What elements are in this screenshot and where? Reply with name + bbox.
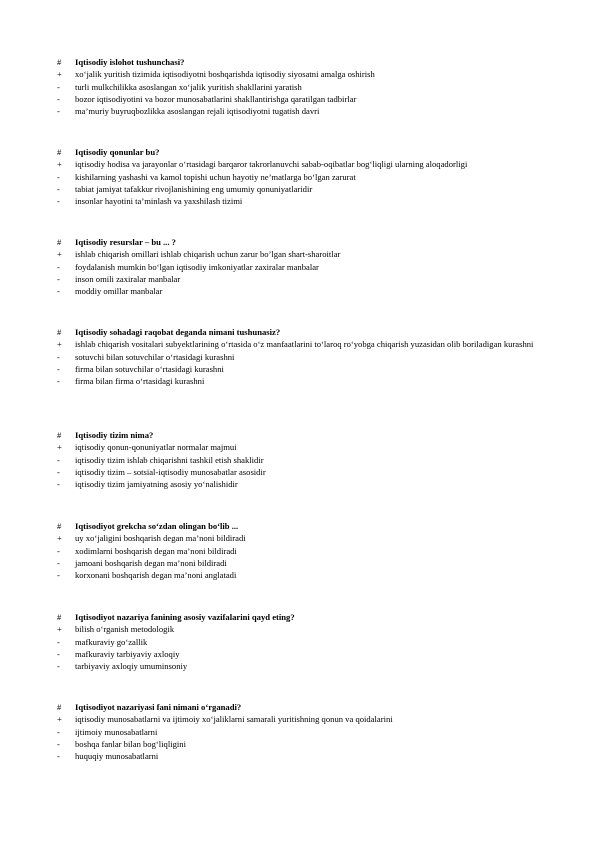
answer-text: tabiat jamiyat tafakkur rivojlanishining eng umumiy qonuniyatlaridir bbox=[75, 183, 313, 194]
answer-text: moddiy omillar manbalar bbox=[75, 286, 163, 297]
answer-marker: - bbox=[57, 570, 60, 581]
answer-text: mafkuraviy go‘zallik bbox=[75, 636, 148, 647]
answer-marker: - bbox=[57, 106, 60, 117]
answer-text: sotuvchi bilan sotuvchilar o‘rtasidagi kurashni bbox=[75, 351, 235, 362]
question-block bbox=[0, 56, 596, 117]
answer-text: iqtisodiy tizim jamiyatning asosiy yo‘nalishidir bbox=[75, 479, 238, 490]
answer-marker: + bbox=[57, 533, 62, 544]
question-marker: # bbox=[57, 430, 62, 440]
question-block bbox=[0, 701, 596, 762]
answer-text: bozor iqtisodiyotini va bozor munosabatlarini shakllantirishga qaratilgan tadbirlar bbox=[75, 93, 357, 104]
question-block bbox=[0, 520, 596, 581]
answer-text: foydalanish mumkin bo‘lgan iqtisodiy imkoniyatlar zaxiralar manbalar bbox=[75, 261, 319, 272]
question-title: Iqtisodiyot grekcha so‘zdan olingan bo‘lib ... bbox=[75, 521, 239, 531]
answer-text: firma bilan firma o‘rtasidagi kurashni bbox=[75, 376, 205, 387]
question-title: Iqtisodiy sohadagi raqobat deganda nimani tushunasiz? bbox=[75, 327, 281, 337]
answer-marker: - bbox=[57, 454, 60, 465]
answer-marker: - bbox=[57, 376, 60, 387]
answer-marker: - bbox=[57, 557, 60, 568]
question-marker: # bbox=[57, 57, 62, 67]
answer-marker: + bbox=[57, 159, 62, 170]
answer-text: korxonani boshqarish degan ma’noni anglatadi bbox=[75, 570, 237, 581]
answer-marker: - bbox=[57, 648, 60, 659]
answer-text: ishlab chiqarish omillari ishlab chiqarish uchun zarur bo’lgan shart-sharoitlar bbox=[75, 249, 341, 260]
answer-text: ijtimoiy munosabatlarni bbox=[75, 726, 158, 737]
question-title: Iqtisodiy islohot tushunchasi? bbox=[75, 57, 185, 67]
answer-text: uy xo‘jaligini boshqarish degan ma’noni bildiradi bbox=[75, 533, 246, 544]
answer-marker: - bbox=[57, 351, 60, 362]
answer-marker: + bbox=[57, 69, 62, 80]
answer-marker: - bbox=[57, 479, 60, 490]
answer-marker: - bbox=[57, 726, 60, 737]
answer-marker: - bbox=[57, 183, 60, 194]
answer-text: mafkuraviy tarbiyaviy axloqiy bbox=[75, 648, 180, 659]
answer-marker: + bbox=[57, 339, 62, 350]
answer-text: iqtisodiy qonun-qonuniyatlar normalar majmui bbox=[75, 442, 237, 453]
answer-text: ma’muriy buyruqbozlikka asoslangan rejali iqtisodiyotni tugatish davri bbox=[75, 106, 320, 117]
answer-marker: + bbox=[57, 624, 62, 635]
question-marker: # bbox=[57, 237, 62, 247]
question-marker: # bbox=[57, 612, 62, 622]
answer-marker: - bbox=[57, 196, 60, 207]
answer-text: boshqa fanlar bilan bog‘liqligini bbox=[75, 738, 186, 749]
answer-text: jamoani boshqarish degan ma’noni bildiradi bbox=[75, 557, 227, 568]
question-marker: # bbox=[57, 327, 62, 337]
answer-marker: - bbox=[57, 751, 60, 762]
answer-marker: - bbox=[57, 636, 60, 647]
question-block bbox=[0, 429, 596, 490]
answer-text: xo‘jalik yuritish tizimida iqtisodiyotni boshqarishda iqtisodiy siyosatni amalga oshirish bbox=[75, 69, 375, 80]
answer-text: huquqiy munosabatlarni bbox=[75, 751, 159, 762]
question-block bbox=[0, 236, 596, 297]
answer-marker: - bbox=[57, 93, 60, 104]
question-title: Iqtisodiyot nazariya fanining asosiy vazifalarini qayd eting? bbox=[75, 612, 295, 622]
answer-text: ishlab chiqarish vositalari subyektlarining o‘rtasida o‘z manfaatlarini to‘laroq ro‘yobga chiqarish yuzasidan olib boriladigan kurashni bbox=[75, 339, 534, 350]
answer-marker: - bbox=[57, 286, 60, 297]
question-title: Iqtisodiyot nazariyasi fani nimani o‘rganadi? bbox=[75, 702, 242, 712]
answer-text: kishilarning yashashi va kamol topishi uchun hayotiy ne’matlarga bo‘lgan zarurat bbox=[75, 171, 356, 182]
answer-marker: - bbox=[57, 738, 60, 749]
answer-marker: + bbox=[57, 714, 62, 725]
answer-marker: - bbox=[57, 661, 60, 672]
answer-text: bilish o‘rganish metodologik bbox=[75, 624, 175, 635]
answer-marker: - bbox=[57, 171, 60, 182]
answer-text: iqtisodiy tizim – sotsial-iqtisodiy munosabatlar asosidir bbox=[75, 466, 266, 477]
answer-text: iqtisodiy hodisa va jarayonlar o‘rtasidagi barqaror takrorlanuvchi sabab-oqibatlar bog‘liqligi ularning aloqadorligi bbox=[75, 159, 468, 170]
question-title: Iqtisodiy qonunlar bu? bbox=[75, 147, 160, 157]
question-marker: # bbox=[57, 702, 62, 712]
question-marker: # bbox=[57, 521, 62, 531]
answer-text: insonlar hayotini ta’minlash va yaxshilash tizimi bbox=[75, 196, 243, 207]
answer-marker: + bbox=[57, 249, 62, 260]
answer-text: inson omili zaxiralar manbalar bbox=[75, 273, 181, 284]
answer-marker: - bbox=[57, 363, 60, 374]
answer-marker: - bbox=[57, 466, 60, 477]
answer-text: firma bilan sotuvchilar o‘rtasidagi kurashni bbox=[75, 363, 224, 374]
answer-marker: - bbox=[57, 81, 60, 92]
answer-text: xodimlarni boshqarish degan ma’noni bildiradi bbox=[75, 545, 237, 556]
answer-text: turli mulkchilikka asoslangan xo‘jalik yuritish shakllarini yaratish bbox=[75, 81, 302, 92]
answer-text: iqtisodiy munosabatlarni va ijtimoiy xo‘jaliklarni samarali yuritishning qonun va qoidalarini bbox=[75, 714, 393, 725]
answer-text: iqtisodiy tizim ishlab chiqarishni tashkil etish shaklidir bbox=[75, 454, 264, 465]
answer-text: tarbiyaviy axloqiy umuminsoniy bbox=[75, 661, 188, 672]
question-block bbox=[0, 611, 596, 672]
question-title: Iqtisodiy tizim nima? bbox=[75, 430, 154, 440]
answer-marker: - bbox=[57, 261, 60, 272]
answer-marker: + bbox=[57, 442, 62, 453]
question-block bbox=[0, 146, 596, 207]
question-title: Iqtisodiy resurslar – bu ... ? bbox=[75, 237, 176, 247]
answer-marker: - bbox=[57, 545, 60, 556]
answer-marker: - bbox=[57, 273, 60, 284]
question-marker: # bbox=[57, 147, 62, 157]
question-block bbox=[0, 326, 596, 387]
